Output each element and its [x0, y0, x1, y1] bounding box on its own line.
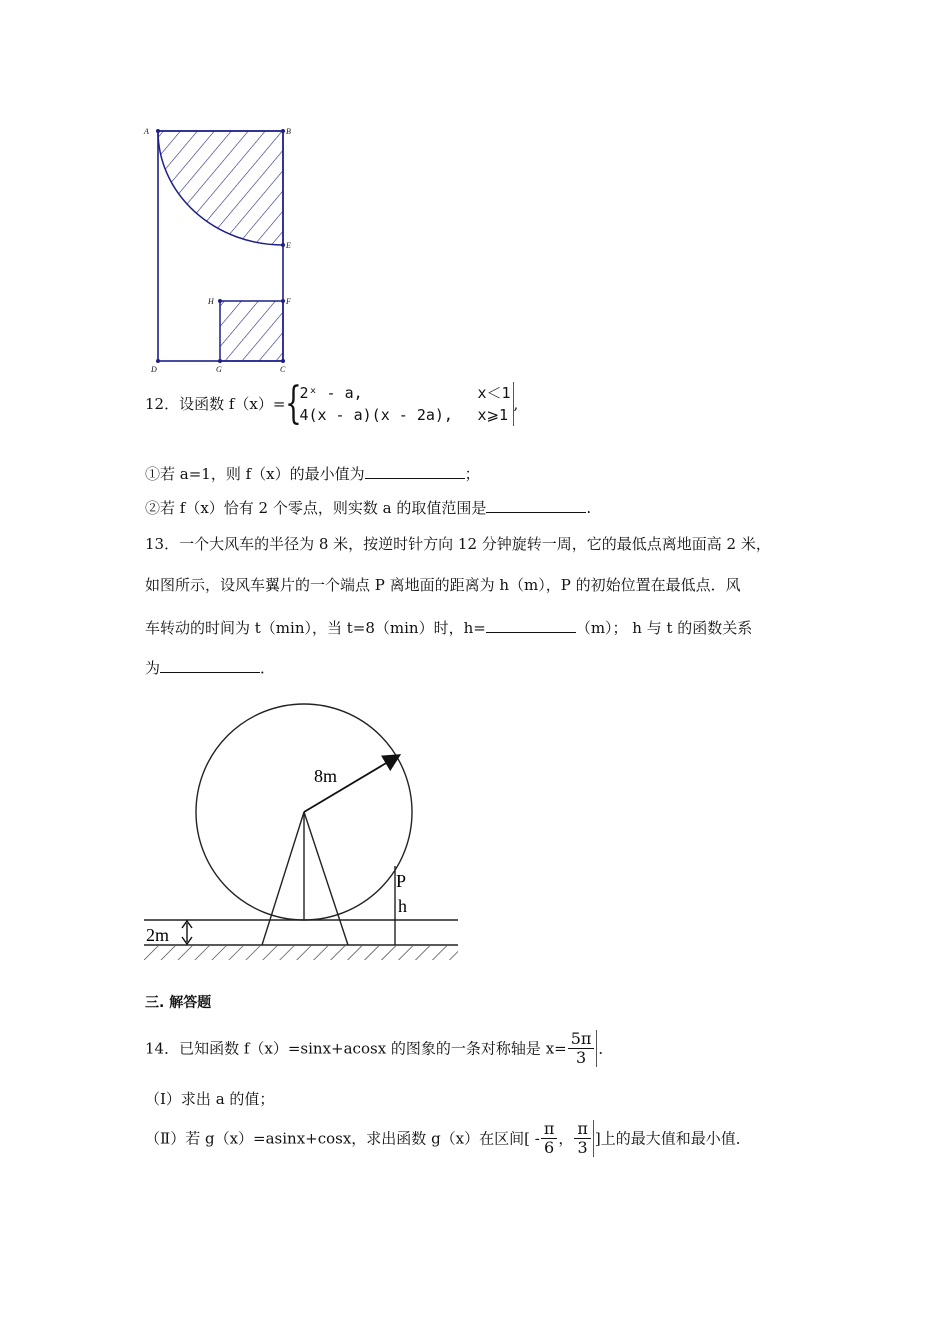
frac-denominator: 3: [577, 1138, 588, 1157]
q12-part2-text: ②若 f（x）恰有 2 个零点，则实数 a 的取值范围是: [145, 499, 487, 517]
label-g: G: [216, 365, 222, 374]
q12-brace: {: [285, 378, 303, 429]
q12-part1: [145, 462, 480, 485]
label-d: D: [151, 365, 157, 374]
q14-fraction-pi-6: [541, 1120, 558, 1157]
frac-numerator: 5π: [568, 1030, 595, 1049]
q14-part2-text: （Ⅱ）若 g（x）=asinx+cosx，求出函数 g（x）在区间[ -: [145, 1129, 540, 1148]
q12-part1-blank[interactable]: [365, 462, 465, 479]
ground-label: 2m: [146, 925, 170, 945]
q14-fraction-5pi-3: [568, 1030, 598, 1067]
p-label: P: [396, 871, 407, 891]
frac-denominator: 6: [544, 1138, 555, 1157]
label-c: C: [280, 365, 286, 374]
label-f: F: [286, 297, 291, 306]
h-label: h: [398, 896, 407, 916]
q14-line1: [145, 1030, 613, 1067]
q14-part2-end: ]上的最大值和最小值．: [594, 1129, 751, 1148]
q12-piece1-expr: 2ˣ - a,: [299, 384, 363, 402]
label-h: H: [208, 297, 214, 306]
q13-h-blank[interactable]: [486, 616, 576, 633]
frac-numerator: π: [574, 1120, 591, 1139]
frac-numerator: π: [541, 1120, 558, 1139]
figure-rectangle-shading: [140, 118, 305, 378]
q12-part1-end: ；: [464, 465, 480, 483]
q14-line1-end: ．: [598, 1039, 614, 1058]
q12-definition: [145, 378, 519, 429]
q12-part2: [145, 496, 591, 519]
q13-line3-text: 车转动的时间为 t（min），当 t=8（min）时，h=: [145, 619, 486, 637]
q12-piece1-cond: x＜1: [477, 384, 511, 402]
q13-line3: [145, 616, 752, 639]
label-e: E: [286, 241, 291, 250]
q13-line4: [145, 656, 275, 679]
q12-intro: 12．设函数 f（x）=: [145, 395, 286, 413]
q14-part2: [145, 1120, 751, 1157]
q13-line2: 如图所示，设风车翼片的一个端点 P 离地面的距离为 h（m），P 的初始位置在最低点．风: [145, 576, 741, 594]
q14-separator: ，: [558, 1129, 574, 1148]
q12-piece2-expr: 4(x - a)(x - 2a),: [299, 406, 453, 424]
q12-part1-text: ①若 a=1，则 f（x）的最小值为: [145, 465, 365, 483]
section-title: 三. 解答题: [145, 995, 212, 1011]
q13-line1: 13．一个大风车的半径为 8 米，按逆时针方向 12 分钟旋转一周，它的最低点离地面高 2 米，: [145, 535, 771, 553]
q13-line3-end: （m）； h 与 t 的函数关系: [575, 619, 753, 637]
q12-part2-end: .: [586, 499, 592, 517]
q12-part2-blank[interactable]: [486, 496, 586, 513]
radius-label: 8m: [314, 766, 338, 786]
q12-piecewise: [285, 378, 513, 429]
q13-line4-end: ．: [260, 659, 276, 677]
q13-line4-text: 为: [145, 659, 161, 677]
q12-piece2-cond: x⩾1: [477, 406, 509, 424]
q14-part1: （Ⅰ）求出 a 的值；: [145, 1090, 275, 1108]
frac-denominator: 3: [575, 1048, 587, 1067]
label-a: A: [144, 127, 149, 136]
q14-fraction-pi-3: [574, 1120, 594, 1157]
q14-line1-text: 14．已知函数 f（x）=sinx+acosx 的图象的一条对称轴是 x=: [145, 1039, 567, 1058]
q13-function-blank[interactable]: [160, 656, 260, 673]
label-b: B: [286, 127, 291, 136]
figure-windmill: [140, 692, 460, 964]
q12-trail: ,: [513, 395, 519, 413]
